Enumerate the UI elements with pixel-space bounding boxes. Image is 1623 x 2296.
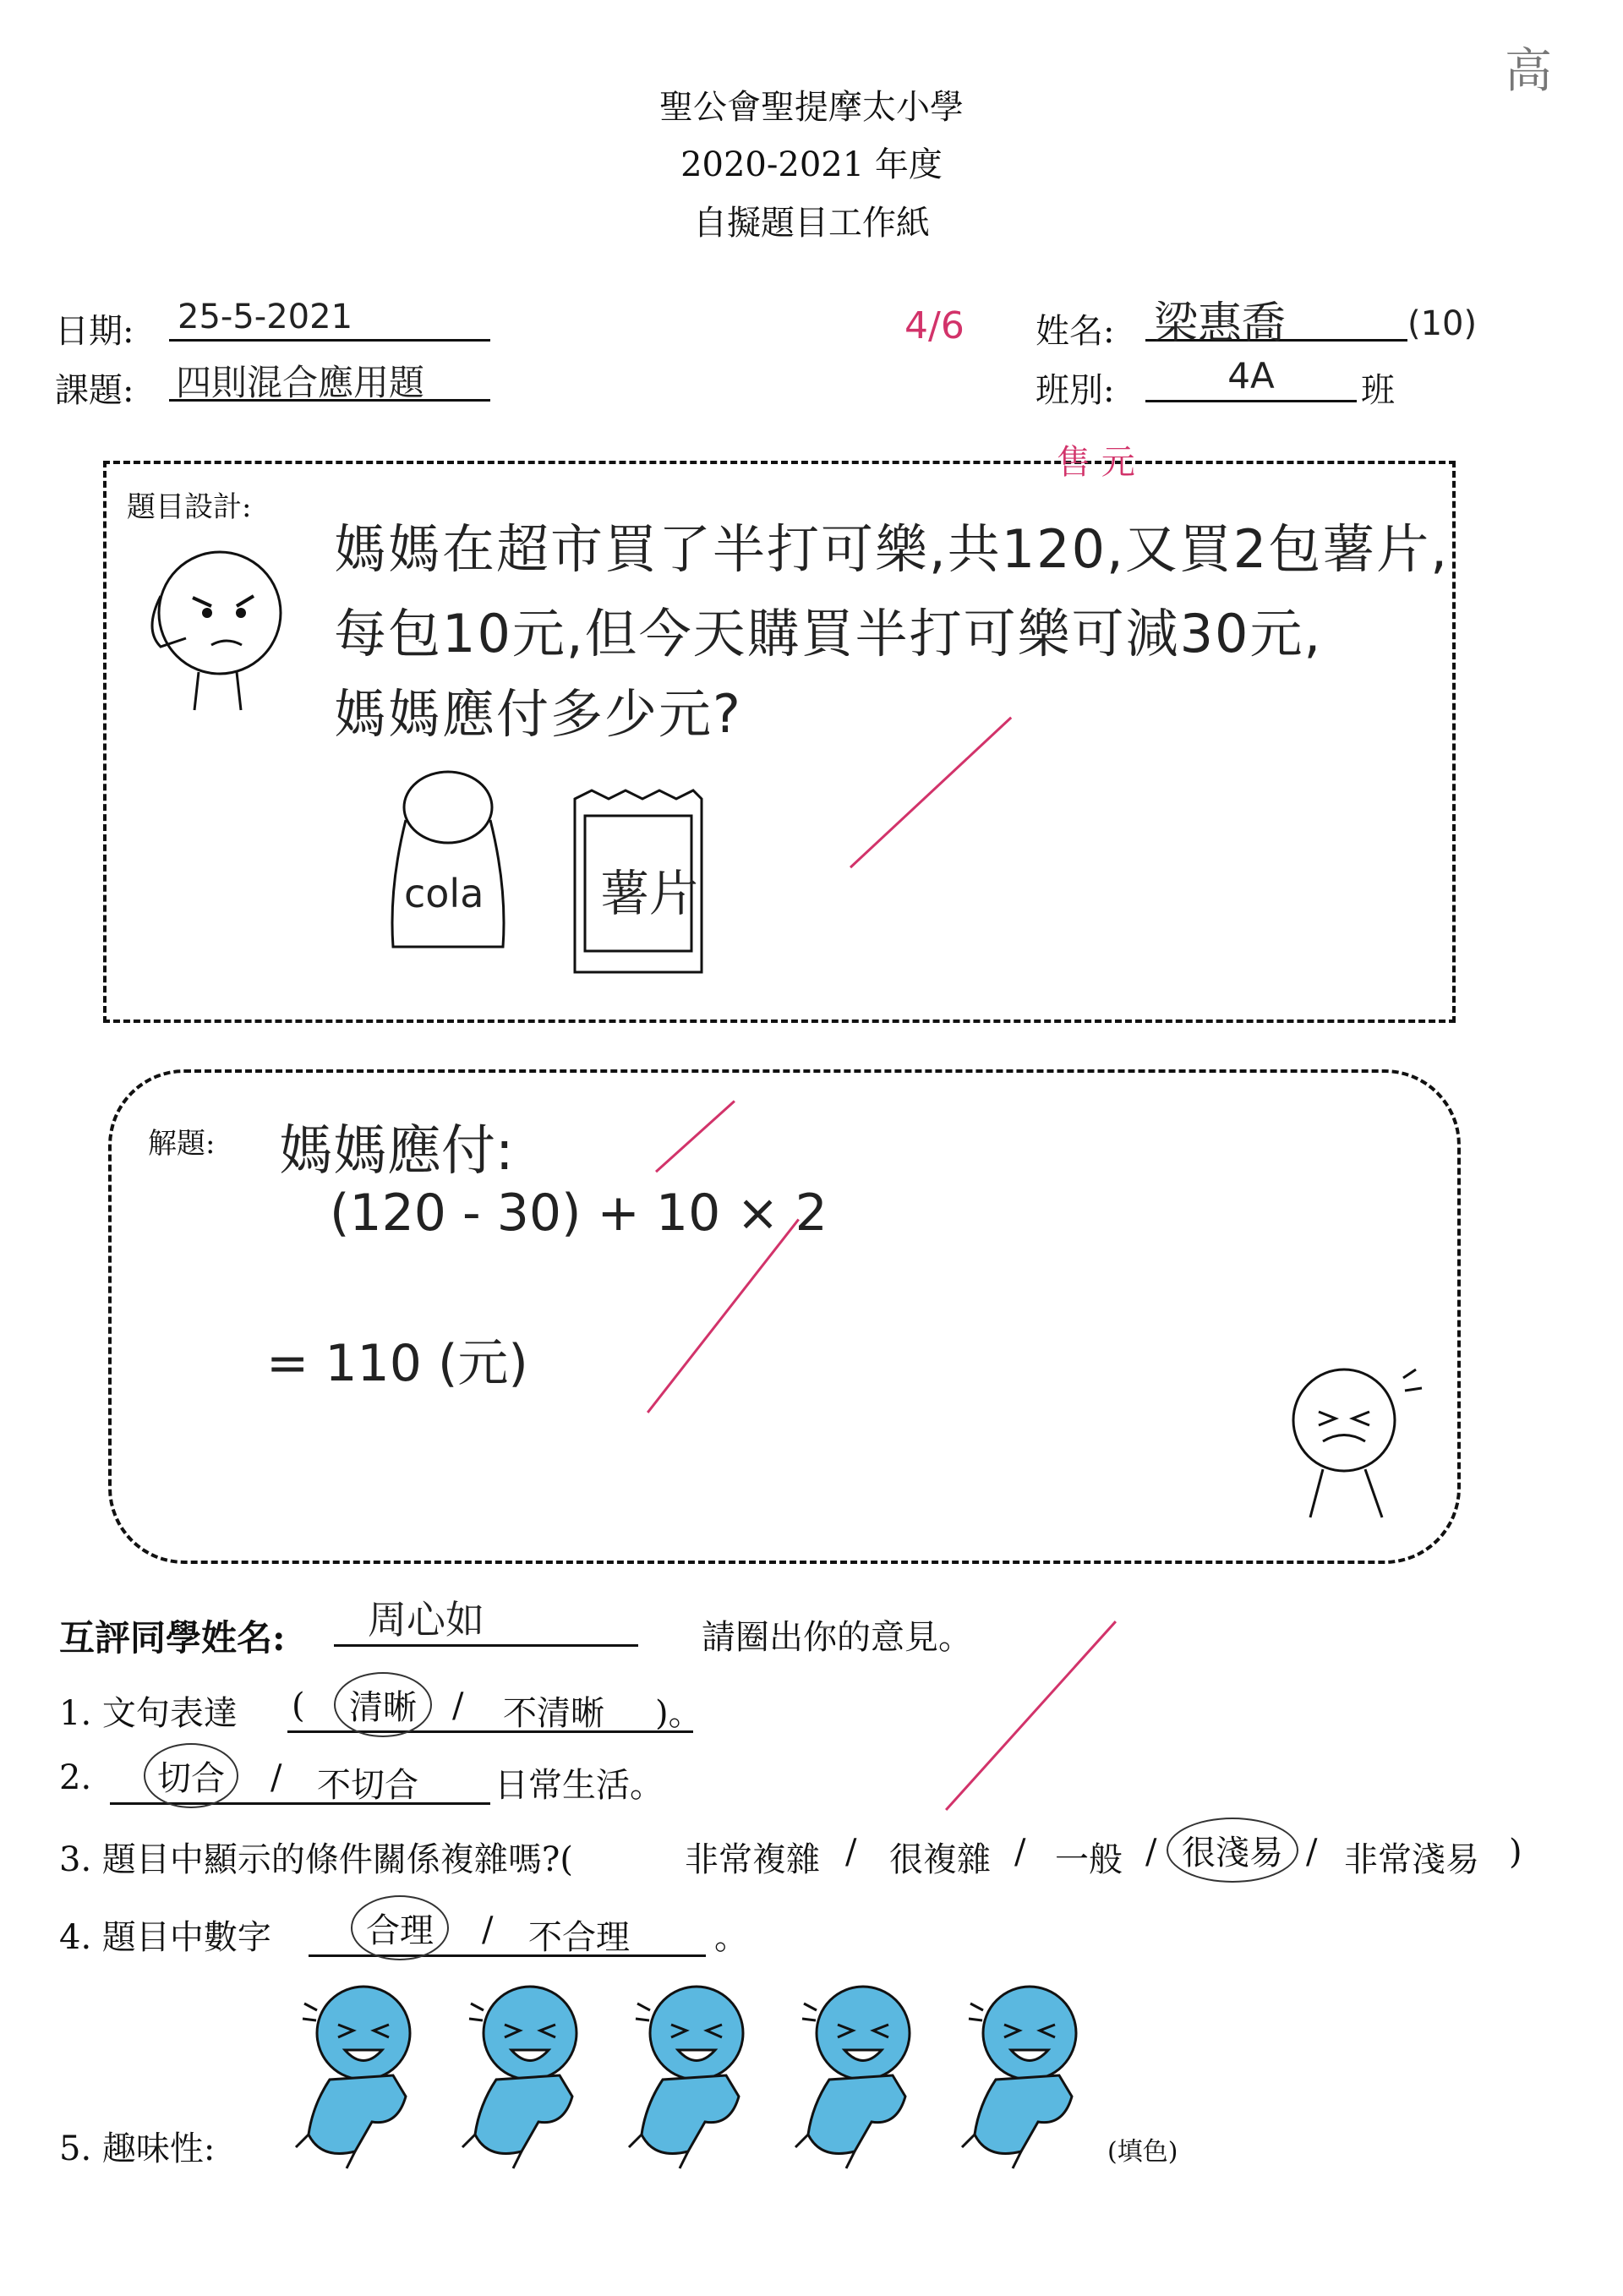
q1-label: 1. 文句表達 [59,1694,238,1733]
peer-reviewer-field[interactable]: 周心如 [334,1589,638,1647]
name-label: 姓名: [1036,312,1115,351]
q3-option-very-easy[interactable]: 非常淺易 [1344,1840,1479,1879]
chips-label: 薯片 [600,865,699,922]
thinking-face-icon [127,537,296,723]
date-label: 日期: [55,312,134,351]
q4-period: 。 [714,1918,748,1957]
q3-option-average[interactable]: 一般 [1055,1840,1123,1879]
q4-option-reasonable[interactable]: 合理 [351,1895,449,1960]
school-name: 聖公會聖提摩太小學 [659,88,964,127]
q3-option-easy[interactable]: 很淺易 [1167,1818,1298,1883]
q2-option-not-relevant[interactable]: 不切合 [317,1766,418,1805]
q4-option-unreasonable[interactable]: 不合理 [528,1918,630,1957]
worksheet-title: 自擬題目工作紙 [693,204,930,243]
solution-label: 解題: [148,1127,216,1161]
q2-slash: / [270,1758,282,1797]
school-year: 2020-2021 年度 [680,145,943,184]
q3-option-very-complex[interactable]: 非常複雜 [685,1840,820,1879]
topic-field[interactable]: 四則混合應用題 [169,355,490,402]
solution-line-3: = 110 (元) [266,1334,528,1393]
q5-fill-note: (填色) [1107,2137,1178,2167]
name-field[interactable]: 梁惠喬 [1145,287,1407,342]
class-number: (10) [1407,304,1478,343]
laughing-rating-icon[interactable] [779,1978,931,2173]
class-label: 班別: [1036,371,1115,410]
peer-reviewer-label: 互評同學姓名: [59,1617,286,1659]
q5-label: 5. 趣味性: [59,2129,216,2168]
q3-close-paren: ) [1509,1833,1522,1872]
q4-label: 4. 題目中數字 [59,1918,271,1957]
class-suffix: 班 [1361,371,1395,410]
laughing-face-icon [1276,1361,1429,1547]
solution-line-2: (120 - 30) + 10 × 2 [330,1184,828,1243]
laughing-rating-icon[interactable] [945,1978,1097,2173]
solution-line-1: 媽媽應付: [279,1120,514,1183]
cola-label: cola [404,871,484,916]
q2-suffix: 日常生活。 [495,1766,664,1805]
q4-slash: / [482,1911,494,1949]
q3-slash-1: / [845,1833,857,1872]
q3-slash-3: / [1145,1833,1157,1872]
corner-grade-mark: 高 [1505,44,1552,99]
laughing-rating-icon[interactable] [279,1978,431,2173]
q3-option-complex[interactable]: 很複雜 [889,1840,991,1879]
topic-label: 課題: [55,371,134,410]
class-field[interactable]: 4A [1145,355,1357,402]
q2-option-relevant[interactable]: 切合 [144,1743,238,1808]
cola-drawing [385,769,511,964]
q1-slash: / [452,1686,464,1725]
q3-slash-4: / [1306,1833,1318,1872]
q3-slash-2: / [1014,1833,1026,1872]
q1-option-unclear[interactable]: 不清晰 [503,1694,604,1733]
q1-open-paren: ( [292,1686,305,1725]
teacher-correction: 售 元 [1057,443,1135,482]
question-design-label: 題目設計: [127,490,252,524]
question-line-1: 媽媽在超市買了半打可樂,共120,又買2包薯片, [334,518,1449,580]
question-line-2: 每包10元,但今天購買半打可樂可減30元, [334,603,1323,664]
q1-option-clear[interactable]: 清晰 [334,1672,432,1737]
score-mark: 4/6 [904,304,965,347]
laughing-rating-icon[interactable] [445,1978,598,2173]
laughing-rating-icon[interactable] [612,1978,764,2173]
q2-label: 2. [59,1758,92,1797]
q1-close-paren: )。 [655,1694,702,1733]
question-line-3: 媽媽應付多少元? [334,683,742,745]
date-field[interactable]: 25-5-2021 [169,298,490,342]
fun-rating-icons [279,1978,1124,2173]
peer-instruction: 請圈出你的意見。 [702,1618,972,1657]
q3-label: 3. 題目中顯示的條件關係複雜嗎?( [59,1840,573,1879]
